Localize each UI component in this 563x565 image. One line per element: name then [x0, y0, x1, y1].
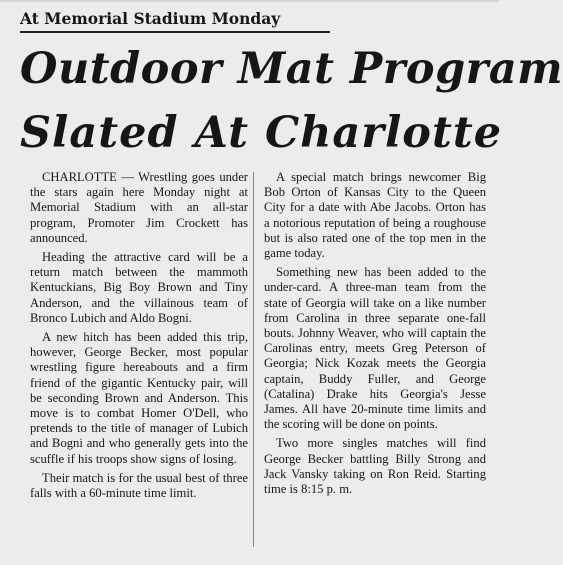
headline-line-1: Outdoor Mat Program — [20, 44, 563, 94]
top-edge — [0, 0, 499, 2]
paragraph: A new hitch has been added this trip, however, George Becker, most popular wrestling figure hereabouts and a firm friend of the gigantic Kentucky pair, will be seconding Brown and Anderson. This move is to combat Homer O'Dell, who pretends to the title of manager of Lubich and Bogni and who generally gets into the scuffle if his troops show signs of losing. — [30, 330, 248, 466]
kicker-underline — [20, 31, 330, 33]
paragraph: Something new has been added to the under-card. A three-man team from the state of Georgia will take on a like number from Carolina in three separate one-fall bouts. Johnny Weaver, who will captain the Carolinas entry, meets Greg Peterson of Georgia; Nick Kozak meets the Georgia captain, Buddy Fuller, and George (Catalina) Drake hits Georgia's Jesse James. All have 20-minute time limits and the scoring will be done on points. — [264, 265, 486, 432]
article-column-left — [30, 170, 248, 505]
paragraph: Their match is for the usual best of three falls with a 60-minute time limit. — [30, 470, 248, 501]
paragraph: Heading the attractive card will be a return match between the mammoth Kentuckians, Big Boy Brown and Tiny Anderson, and the villainous team of Bronco Lubich and Aldo Bogni. — [30, 250, 248, 325]
paragraph: A special match brings newcomer Big Bob Orton of Kansas City to the Queen City for a date with Abe Jacobs. Orton has a notorious reputation of being a roughouse but is also rated one of the top men in the game today. — [264, 170, 486, 261]
paragraph: CHARLOTTE — Wrestling goes under the stars again here Monday night at Memorial Stadium with an all-star program, Promoter Jim Crockett has announced. — [30, 170, 248, 245]
article-column-right — [264, 170, 486, 501]
headline-line-2: Slated At Charlotte — [20, 108, 503, 158]
column-divider — [253, 172, 254, 547]
kicker-headline: At Memorial Stadium Monday — [20, 9, 281, 28]
paragraph: Two more singles matches will find George Becker battling Billy Strong and Jack Vansky taking on Ron Reid. Starting time is 8:15 p. m. — [264, 436, 486, 497]
